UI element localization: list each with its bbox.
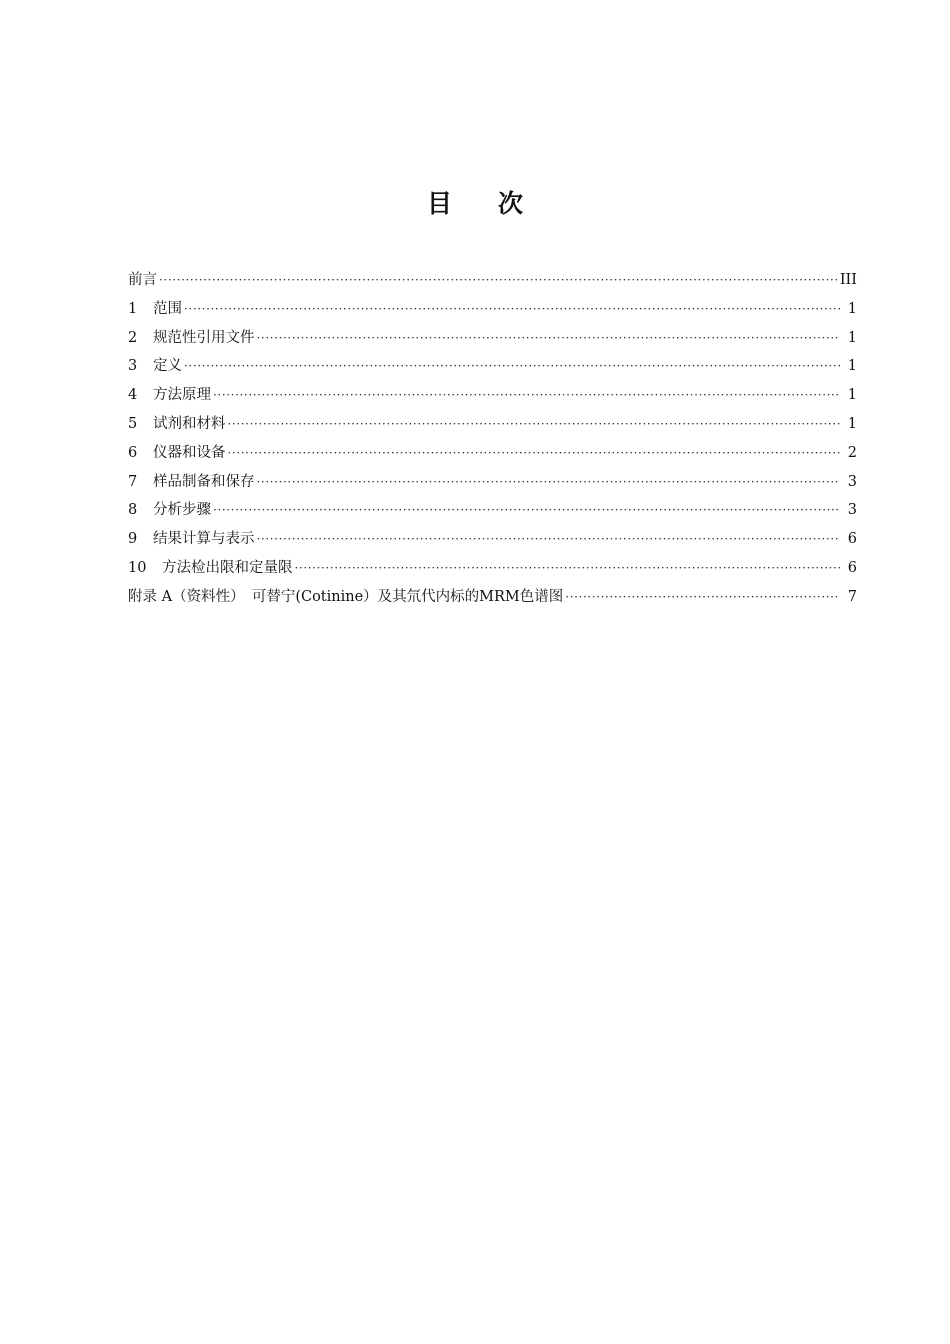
- toc-dot-leader: [257, 525, 841, 554]
- toc-entry-6[interactable]: [128, 439, 857, 468]
- toc-entry-label: 方法检出限和定量限: [162, 559, 293, 576]
- toc-dot-leader: [213, 496, 840, 525]
- toc-entry-page: 1: [847, 329, 857, 346]
- toc-entry-page: 3: [847, 473, 857, 490]
- toc-entry-page: 6: [847, 531, 857, 548]
- toc-entry-label: 前言: [128, 272, 157, 288]
- toc-entry-number: 5: [128, 415, 138, 432]
- title-part-1: 目: [426, 189, 452, 218]
- toc-entry-number: 4: [128, 387, 138, 404]
- toc-entry-1[interactable]: [128, 295, 857, 324]
- toc-entry-label: 试剂和材料: [153, 415, 226, 432]
- toc-entry-page: 6: [847, 559, 857, 576]
- table-of-contents: [128, 266, 857, 612]
- toc-dot-leader: [213, 381, 840, 410]
- toc-entry-appendix-a[interactable]: [128, 583, 857, 612]
- toc-entry-label: 定义: [153, 358, 182, 375]
- toc-entry-2[interactable]: [128, 324, 857, 353]
- toc-entry-page: 1: [847, 387, 857, 404]
- toc-entry-page: 3: [847, 502, 857, 519]
- toc-dot-leader: [159, 266, 837, 295]
- toc-entry-number: 10: [128, 559, 147, 576]
- toc-entry-7[interactable]: [128, 468, 857, 497]
- toc-entry-page: 2: [847, 444, 857, 461]
- toc-entry-page: 1: [847, 415, 857, 432]
- page-title: [0, 186, 950, 222]
- toc-entry-number: 7: [128, 473, 138, 490]
- toc-dot-leader: [228, 410, 841, 439]
- title-part-2: 次: [498, 189, 524, 218]
- toc-entry-label: 分析步骤: [153, 502, 211, 519]
- toc-entry-label: 样品制备和保存: [153, 473, 255, 490]
- toc-entry-page: 7: [847, 588, 857, 605]
- toc-dot-leader: [184, 352, 840, 381]
- toc-entry-number: 6: [128, 444, 138, 461]
- toc-entry-page: 1: [847, 300, 857, 317]
- toc-dot-leader: [257, 324, 841, 353]
- toc-entry-foreword[interactable]: [128, 266, 857, 295]
- toc-dot-leader: [565, 583, 840, 612]
- toc-entry-label: 附录 A（资料性） 可替宁(Cotinine）及其氘代内标的MRM色谱图: [128, 588, 564, 605]
- toc-entry-page: III: [839, 272, 857, 288]
- toc-entry-10[interactable]: [128, 554, 857, 583]
- toc-entry-9[interactable]: [128, 525, 857, 554]
- toc-dot-leader: [295, 554, 841, 583]
- toc-dot-leader: [184, 295, 840, 324]
- toc-entry-number: 2: [128, 329, 138, 346]
- toc-entry-number: 8: [128, 502, 138, 519]
- toc-entry-5[interactable]: [128, 410, 857, 439]
- toc-entry-number: 9: [128, 531, 138, 548]
- toc-dot-leader: [257, 468, 841, 497]
- toc-dot-leader: [228, 439, 841, 468]
- toc-entry-3[interactable]: [128, 352, 857, 381]
- toc-entry-label: 规范性引用文件: [153, 329, 255, 346]
- toc-entry-4[interactable]: [128, 381, 857, 410]
- toc-entry-label: 方法原理: [153, 387, 211, 404]
- toc-entry-number: 3: [128, 358, 138, 375]
- toc-entry-8[interactable]: [128, 496, 857, 525]
- toc-entry-label: 结果计算与表示: [153, 531, 255, 548]
- toc-entry-label: 范围: [153, 300, 182, 317]
- toc-entry-number: 1: [128, 300, 138, 317]
- toc-entry-page: 1: [847, 358, 857, 375]
- toc-entry-label: 仪器和设备: [153, 444, 226, 461]
